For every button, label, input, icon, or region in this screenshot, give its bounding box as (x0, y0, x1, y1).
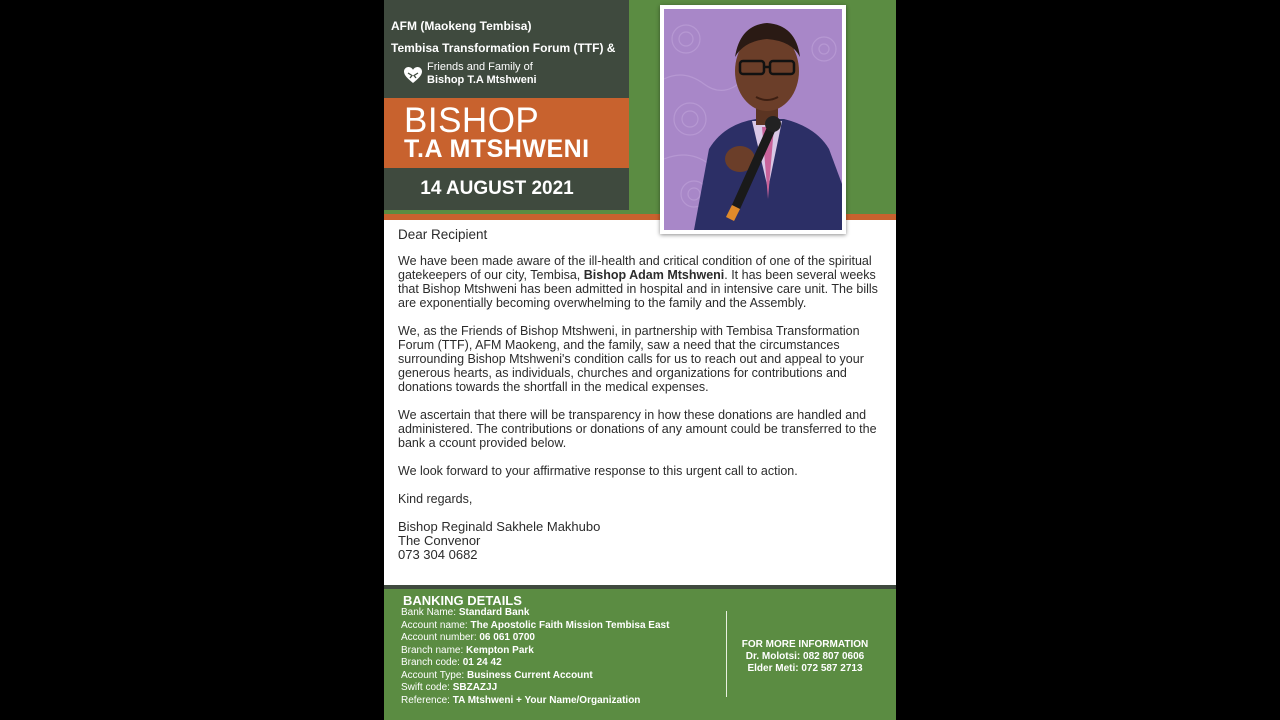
bank-row-value: Kempton Park (466, 644, 534, 656)
bank-row-value: Business Current Account (466, 669, 593, 681)
bank-row-account-type (401, 670, 669, 683)
bishop-photo-frame (660, 5, 846, 234)
signature-name: Bishop Reginald Sakhele Makhubo (398, 519, 601, 534)
event-date: 14 AUGUST 2021 (420, 178, 574, 199)
flyer (384, 0, 896, 720)
bank-row-label: Account name: (401, 619, 471, 631)
bank-row-account-number (401, 632, 669, 645)
organizer-line-2: Tembisa Transformation Forum (TTF) & (391, 41, 616, 55)
signature-block (398, 520, 890, 562)
banking-footer (384, 589, 896, 720)
bank-row-label: Reference: (401, 694, 453, 706)
contact-molotsi: Dr. Molotsi: 082 807 0606 (745, 651, 865, 662)
bishop-photo (664, 9, 842, 230)
bank-row-reference (401, 695, 669, 708)
bank-row-label: Bank Name: (401, 607, 459, 618)
more-info-block (730, 639, 880, 675)
bank-row-label: Branch code: (401, 657, 463, 668)
letter-greeting: Dear Recipient (398, 227, 488, 242)
bishop-title: BISHOP (404, 101, 540, 140)
bank-row-value: Standard Bank (458, 607, 530, 618)
bank-row-value: TA Mtshweni + Your Name/Organization (452, 694, 641, 706)
footer-vertical-divider (726, 611, 727, 697)
letter-paragraph-3: We ascertain that there will be transparency in how these donations are handled and administered. The contributions or donations of any amount could be transferred to the bank a ccount provided below. (398, 408, 877, 450)
organizer-line-1: AFM (Maokeng Tembisa) (391, 19, 532, 33)
bank-row-branch-name (401, 645, 669, 658)
bank-row-swift-code (401, 682, 669, 695)
bank-row-bank-name (401, 607, 669, 620)
bank-row-branch-code (401, 657, 669, 670)
bank-row-value: The Apostolic Faith Mission Tembisa East (470, 619, 670, 631)
letter-closing: Kind regards, (398, 492, 473, 506)
portrait-illustration (664, 9, 842, 230)
signature-title: The Convenor (398, 533, 481, 548)
family-line-2: Bishop T.A Mtshweni (427, 74, 537, 86)
bank-row-label: Account number: (401, 632, 480, 643)
appeal-letter (398, 228, 890, 562)
bank-row-value: 06 061 0700 (479, 632, 535, 643)
organizers-block (384, 0, 629, 98)
banking-title: BANKING DETAILS (403, 593, 522, 608)
family-line-1: Friends and Family of (427, 61, 533, 73)
more-info-title: FOR MORE INFORMATION (741, 639, 869, 650)
letter-p1-bishop-name: Bishop Adam Mtshweni (583, 268, 725, 282)
letter-p1-start: We have been made aware of the ill-health and critical condition of one of the spiritual gatekeepers of our city, Tembisa, (398, 254, 872, 282)
bank-row-account-name (401, 620, 669, 633)
letter-paragraph-2: We, as the Friends of Bishop Mtshweni, in partnership with Tembisa Transformation Forum (TTF), AFM Maokeng, and the family, saw a need that the circumstances surrounding Bishop Mtshweni's condition calls for us to reach out and appeal to your generous hearts, as individuals, churches and organizations for contributions and donations towards the shortfall in the medical expenses. (398, 324, 864, 394)
bank-row-label: Account Type: (401, 669, 467, 681)
bank-row-label: Swift code: (401, 682, 453, 693)
contact-meti: Elder Meti: 072 587 2713 (747, 663, 863, 674)
bishop-name: T.A MTSHWENI (404, 135, 590, 163)
hands-heart-icon (403, 66, 423, 84)
letter-p1-end: . It has been several weeks that Bishop Mtshweni has been admitted in hospital and in intensive care unit. The bills are exponentially becoming overwhelming to the family and the Assembly. (398, 268, 878, 310)
letter-paragraph-4: We look forward to your affirmative response to this urgent call to action. (398, 464, 798, 478)
letter-paragraph-1 (398, 254, 890, 310)
banking-details-list (401, 607, 669, 707)
bank-row-value: 01 24 42 (462, 657, 502, 668)
bank-row-label: Branch name: (401, 644, 467, 656)
signature-phone: 073 304 0682 (398, 547, 478, 562)
bank-row-value: SBZAZJJ (452, 682, 498, 693)
